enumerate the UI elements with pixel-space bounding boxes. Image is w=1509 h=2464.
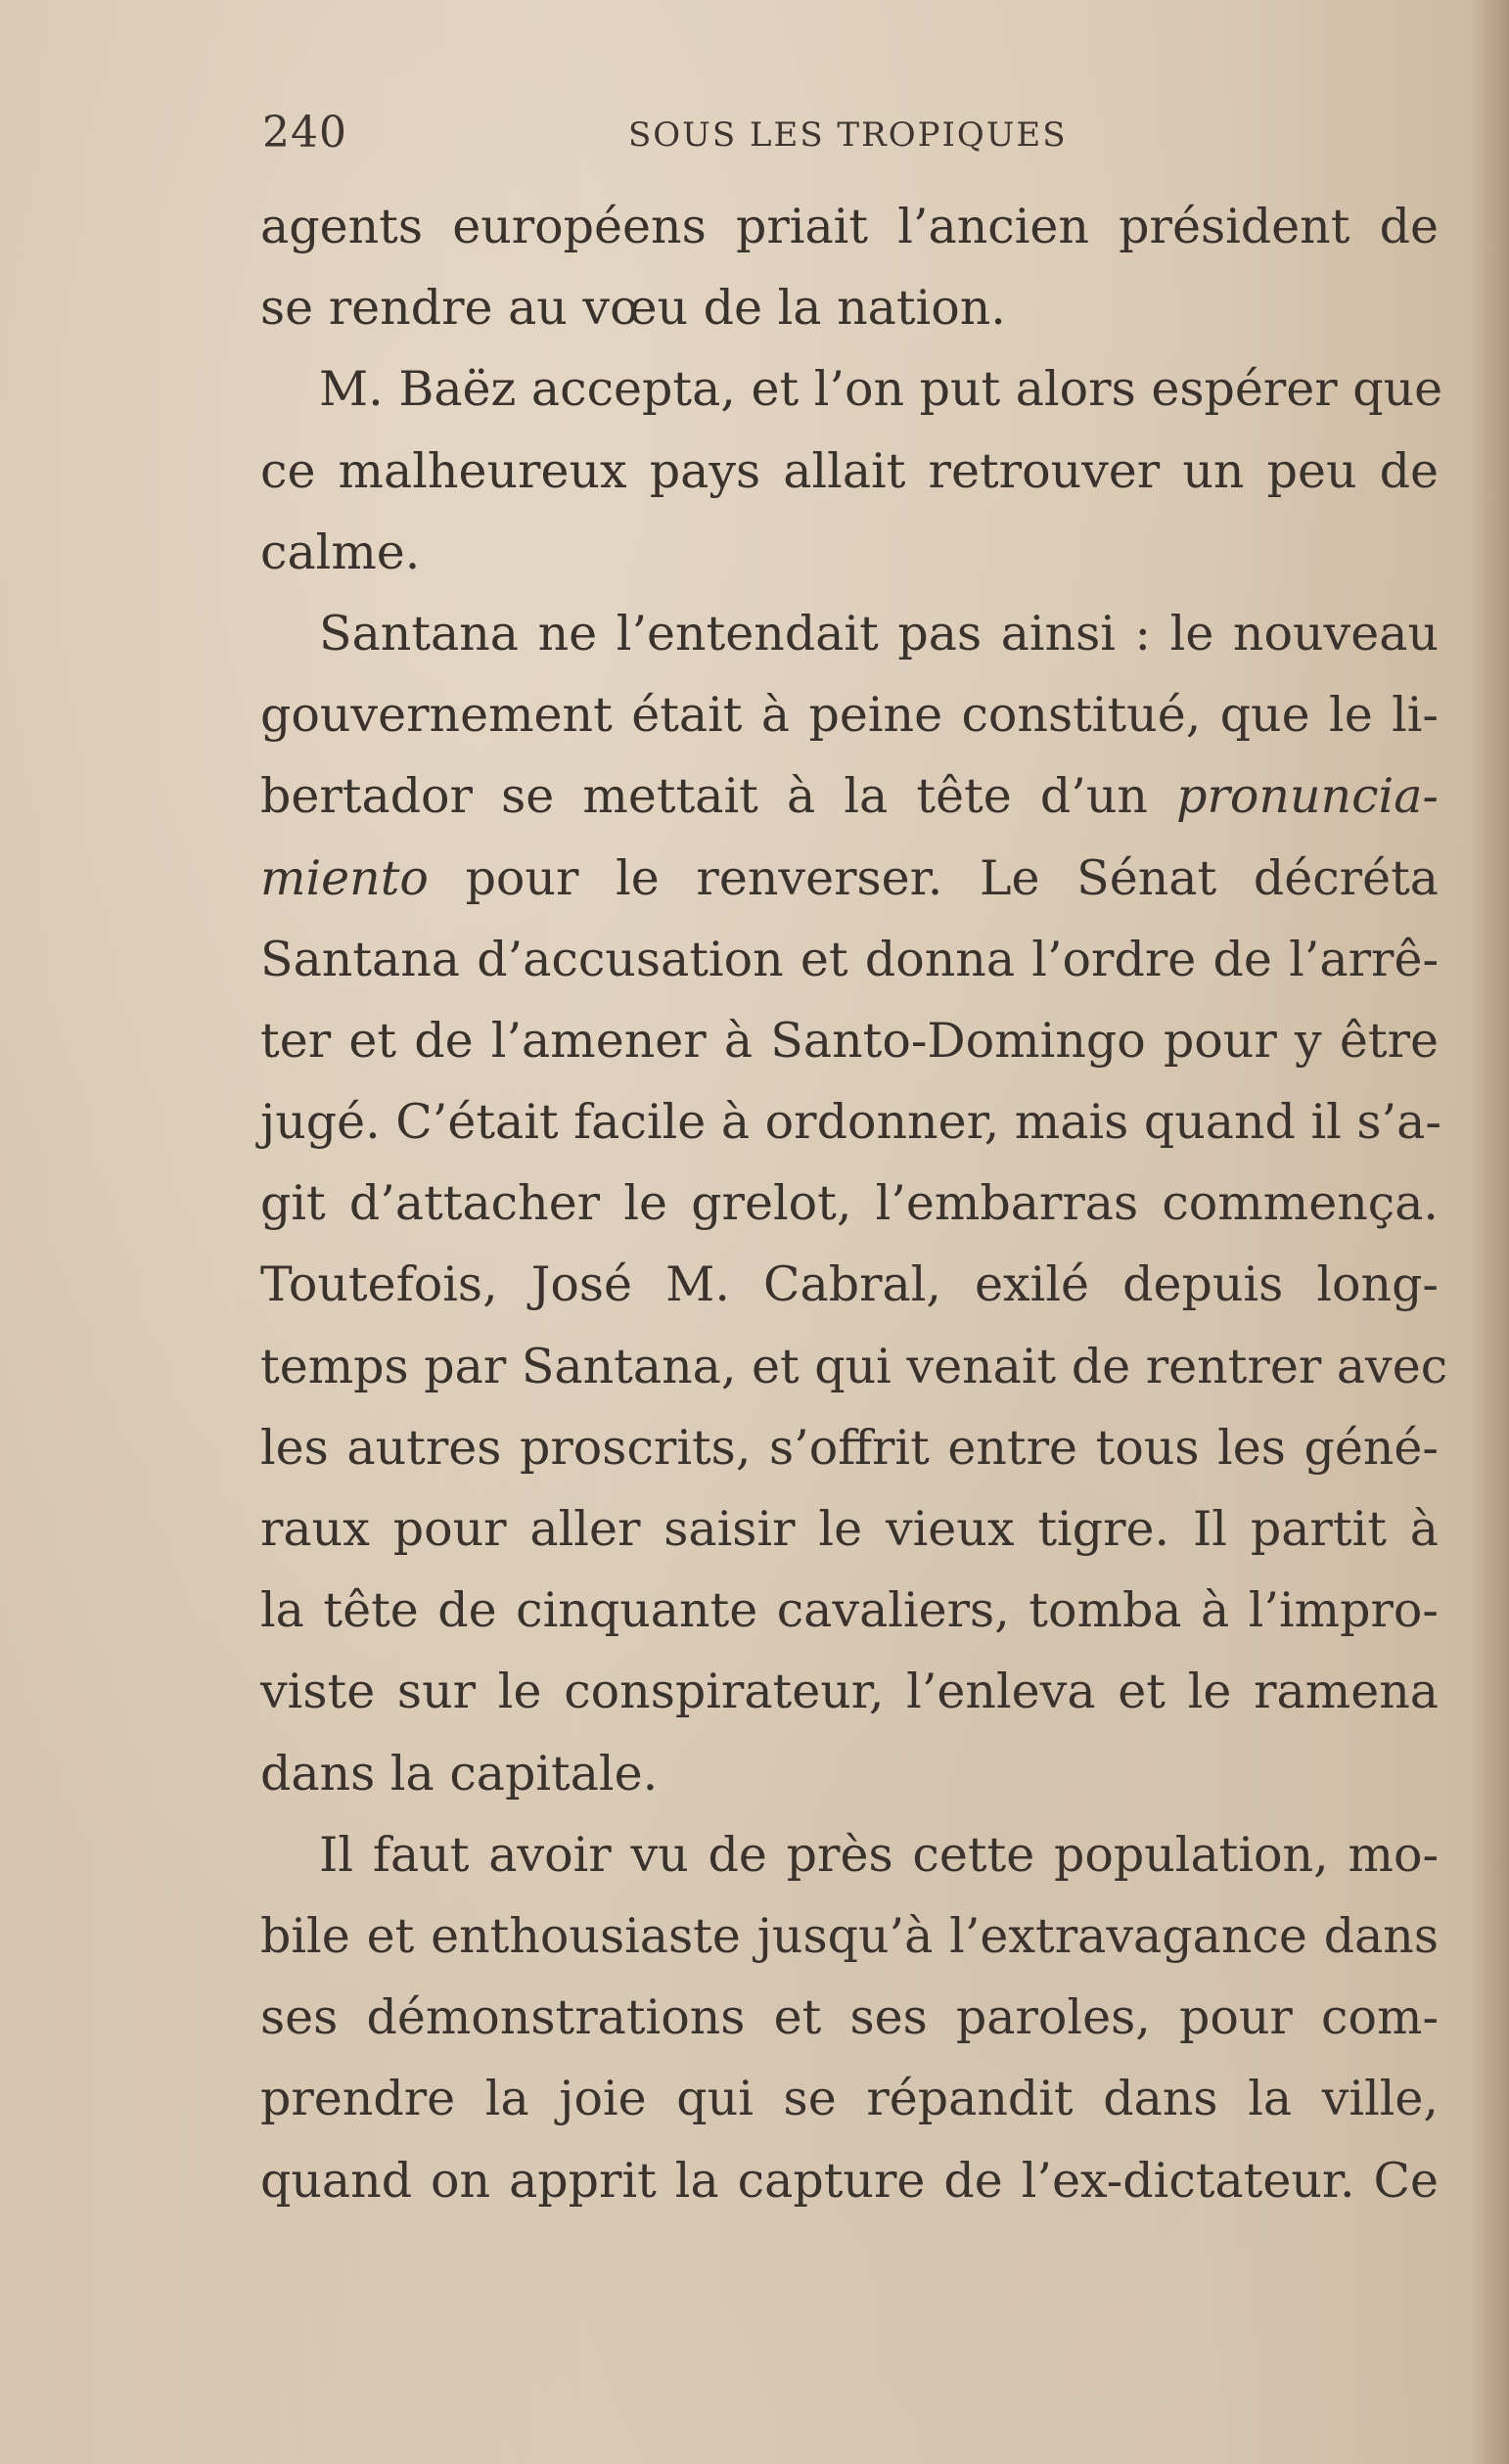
- running-title: SOUS LES TROPIQUES: [628, 115, 1068, 155]
- text-line: M. Baëz accepta, et l’on put alors espérer que: [319, 361, 1443, 418]
- body-text: [260, 186, 1448, 2221]
- text-line: ter et de l’amener à Santo-Domingo pour y être: [260, 1012, 1439, 1069]
- page-header: [262, 108, 1437, 157]
- text-line: dans la capitale.: [260, 1745, 659, 1802]
- text-line: bile et enthousiaste jusqu’à l’extravagance dans: [260, 1907, 1439, 1964]
- text-line: se rendre au vœu de la nation.: [260, 280, 1006, 337]
- text-line: git d’attacher le grelot, l’embarras commença.: [260, 1175, 1439, 1232]
- text-line: Il faut avoir vu de près cette population, mo-: [319, 1826, 1439, 1883]
- text-line: Santana ne l’entendait pas ainsi : le nouveau: [319, 605, 1439, 662]
- text-line: la tête de cinquante cavaliers, tomba à l’impro-: [260, 1582, 1439, 1639]
- text-line: les autres proscrits, s’offrit entre tous les géné-: [260, 1419, 1439, 1476]
- text-line: Toutefois, José M. Cabral, exilé depuis long-: [260, 1256, 1439, 1313]
- text-line: ses démonstrations et ses paroles, pour com-: [260, 1989, 1439, 2046]
- text-line: prendre la joie qui se répandit dans la ville,: [260, 2071, 1439, 2127]
- text-line: Santana d’accusation et donna l’ordre de l’arrê-: [260, 931, 1439, 987]
- text-line: ce malheureux pays allait retrouver un peu de: [260, 442, 1439, 499]
- page-edge-shadow: [1470, 0, 1509, 2464]
- text-line: jugé. C’était facile à ordonner, mais quand il s’a-: [260, 1094, 1441, 1151]
- text-line: bertador se mettait à la tête d’un pronuncia-: [260, 768, 1439, 825]
- text-line: temps par Santana, et qui venait de rentrer avec: [260, 1338, 1448, 1394]
- text-line: agents européens priait l’ancien président de: [260, 199, 1439, 254]
- text-line: raux pour aller saisir le vieux tigre. Il partit à: [260, 1501, 1439, 1557]
- text-line: miento pour le renverser. Le Sénat décréta: [260, 849, 1439, 906]
- text-line: quand on apprit la capture de l’ex-dictateur. Ce: [260, 2152, 1439, 2209]
- text-line: gouvernement était à peine constitué, que le li-: [260, 687, 1439, 744]
- text-line: calme.: [260, 524, 421, 580]
- text-line: viste sur le conspirateur, l’enleva et le ramena: [260, 1664, 1439, 1720]
- page-number: 240: [262, 108, 347, 158]
